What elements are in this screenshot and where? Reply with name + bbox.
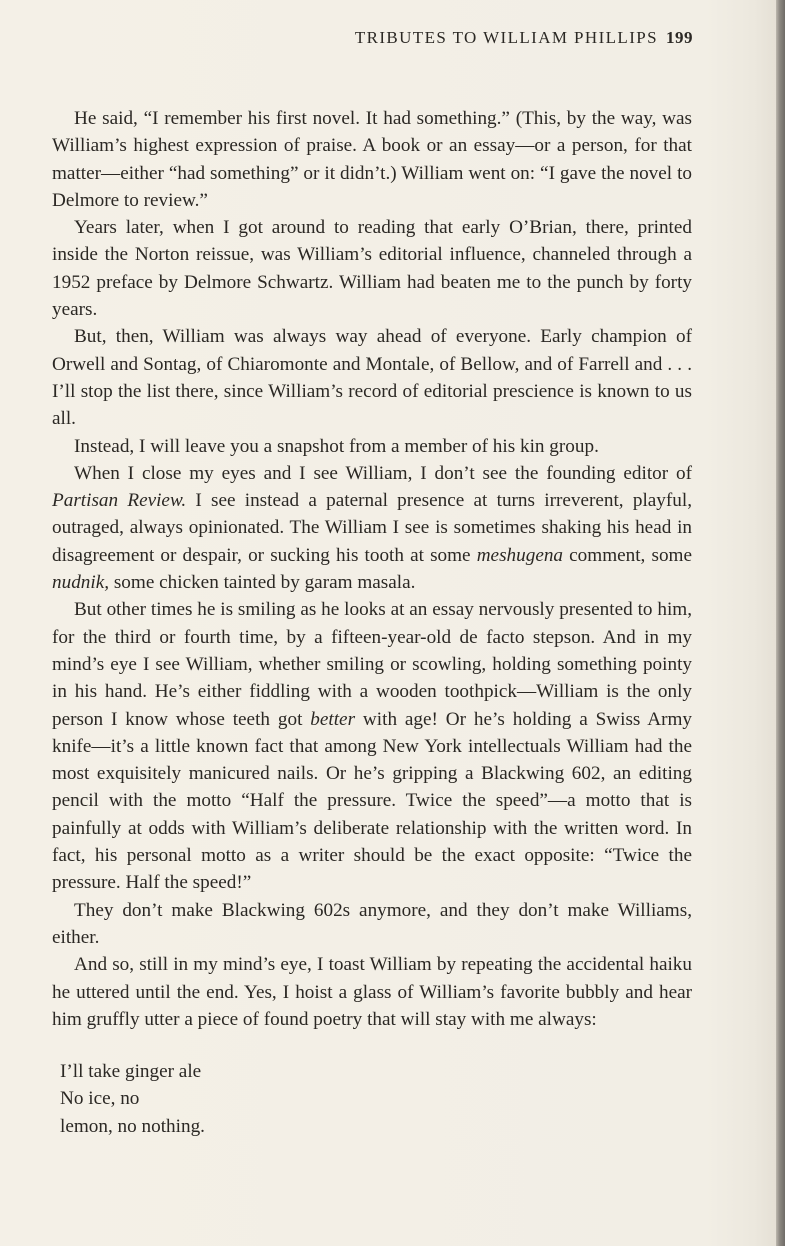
page-number: 199 <box>666 28 693 47</box>
p6-text-a: But other times he is smiling as he looks at an essay nervously presented to him, for the third or fourth time, by a fifteen-year-old de facto stepson. And in my mind’s eye I see William, whether smiling or scowling, holding something pointy in his hand. He’s either fiddling with a wooden toothpick—William is the only person I know whose teeth got <box>52 599 692 730</box>
paragraph-2: Years later, when I got around to reading that early O’Brian, there, printed inside the Norton reissue, was William’s editorial influence, channeled through a 1952 preface by Delmore Schwartz. William had beaten me to the punch by forty years. <box>52 217 692 321</box>
p5-word-meshugena: meshugena <box>476 544 564 566</box>
p5-text-a: When I close my eyes and I see William, I don’t see the founding editor of <box>74 462 692 484</box>
haiku <box>52 1058 692 1140</box>
p5-text-g: some chicken tainted by garam masala. <box>109 572 416 594</box>
book-spine-edge <box>776 0 785 1246</box>
paragraph-8: And so, still in my mind’s eye, I toast William by repeating the accidental haiku he uttered until the end. Yes, I hoist a glass of William’s favorite bubbly and hear him gruffly utter a piece of found poetry that will stay with me always: <box>52 954 692 1030</box>
p5-text-c: I see instead a paternal presence at turns irreverent, playful, outraged, always opinionated. The William I see is sometimes shaking his head in disagreement or despair, or sucking his tooth at some <box>52 490 692 566</box>
haiku-line-1: I’ll take ginger ale <box>60 1061 202 1083</box>
p6-text-c: with age! Or he’s holding a Swiss Army knife—it’s a little known fact that among New York intellectuals William had the most exquisitely manicured nails. Or he’s gripping a Blackwing 602, an editing pencil with the motto “Half the pressure. Twice the speed”—a motto that is painfully at odds with William’s deliberate relationship with the written word. In fact, his personal motto as a writer should be the exact opposite: “Twice the pressure. Half the speed!” <box>52 708 692 894</box>
p5-title-partisan-review: Partisan Review. <box>52 490 187 512</box>
haiku-line-2: No ice, no <box>60 1088 140 1110</box>
body-text <box>52 105 692 1140</box>
paragraph-4: Instead, I will leave you a snapshot from a member of his kin group. <box>74 435 599 457</box>
p5-word-nudnik: nudnik, <box>52 572 110 594</box>
haiku-line-3: lemon, no nothing. <box>60 1115 205 1137</box>
paragraph-5 <box>52 460 692 596</box>
running-header <box>355 28 693 48</box>
paragraph-6 <box>52 596 692 896</box>
p6-word-better: better <box>310 708 356 730</box>
p5-text-e: comment, some <box>563 544 692 566</box>
running-title: TRIBUTES TO WILLIAM PHILLIPS <box>354 28 658 47</box>
paragraph-1: He said, “I remember his first novel. It had something.” (This, by the way, was William’s highest expression of praise. A book or an essay—or a person, for that matter—either “had something” or it didn’t.) William went on: “I gave the novel to Delmore to review.” <box>52 108 692 211</box>
paragraph-3: But, then, William was always way ahead of everyone. Early champion of Orwell and Sontag, of Chiaromonte and Montale, of Bellow, and of Farrell and . . . I’ll stop the list there, since William’s record of editorial prescience is known to us all. <box>52 326 692 430</box>
paragraph-7: They don’t make Blackwing 602s anymore, and they don’t make Williams, either. <box>52 899 692 948</box>
